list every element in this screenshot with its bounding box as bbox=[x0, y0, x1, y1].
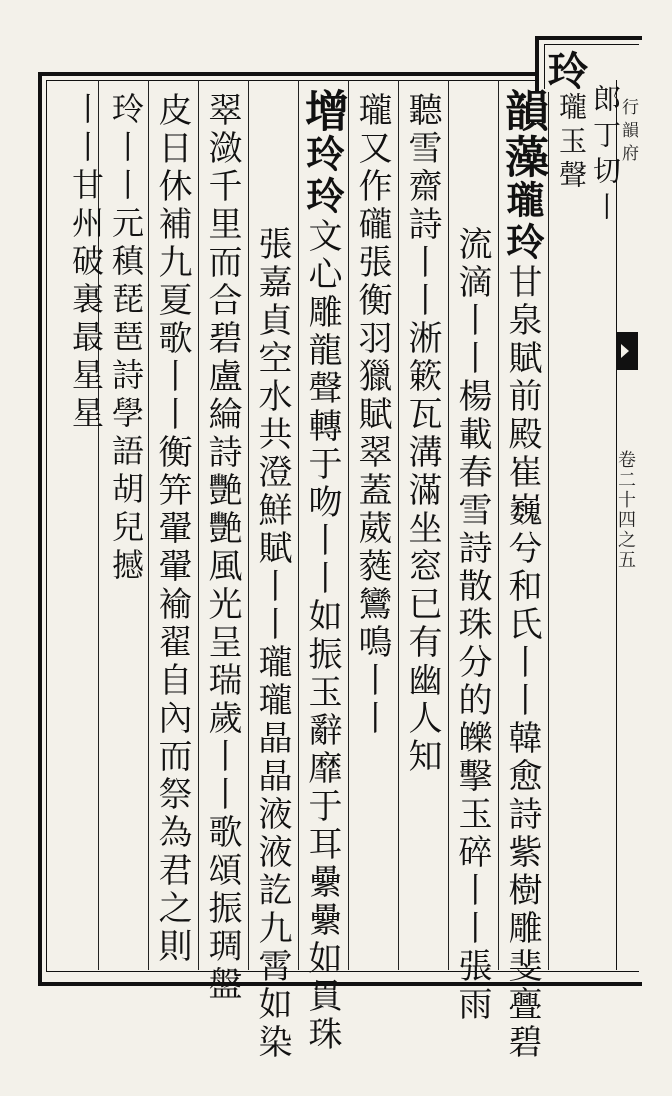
text-column-5 bbox=[297, 88, 348, 1054]
entry-text: 甘泉賦前殿崔巍兮和氏丨丨韓愈詩紫樹雕斐亹碧 bbox=[502, 264, 542, 1062]
entry-text: 丨丨甘州破裏最星星 bbox=[67, 92, 105, 434]
entry-text: 玲丨丨元稹琵琶詩學語胡兒撼 bbox=[107, 92, 145, 586]
entry-word: 玲玲 bbox=[300, 134, 345, 218]
text-column-6 bbox=[248, 226, 296, 1096]
text-column-1 bbox=[497, 88, 548, 1062]
entry-text: 流滴丨丨楊載春雪詩散珠分的皪擊玉碎丨丨張雨 bbox=[452, 226, 492, 1024]
text-column-8 bbox=[148, 92, 196, 966]
entry-word: 瓏玲 bbox=[500, 180, 545, 264]
section-marker: 韻藻 bbox=[497, 88, 548, 180]
text-column-4 bbox=[348, 92, 396, 962]
entry-text: 皮日休補九夏歌丨丨衡笄翬翬褕翟自內而祭為君之則 bbox=[152, 92, 192, 966]
entry-text: 文心雕龍聲轉于吻丨丨如振玉辭靡于耳纍纍如貫珠 bbox=[302, 218, 342, 1054]
fish-tail-mark-icon bbox=[617, 332, 638, 370]
text-column-7 bbox=[198, 92, 246, 1004]
text-column-10 bbox=[62, 92, 110, 962]
text-column-3 bbox=[398, 92, 446, 962]
margin-title: 行韻府 bbox=[618, 98, 638, 167]
entry-text: 瓏又作礲張衡羽獵賦翠蓋葳蕤鸞鳴丨丨 bbox=[352, 92, 392, 738]
head-word: 玲 bbox=[548, 48, 588, 95]
pronunciation: 郎丁切丨 bbox=[589, 84, 622, 228]
volume-label: 卷二十四之五 bbox=[615, 450, 636, 570]
entry-text: 聽雪齋詩丨丨淅簌瓦溝滿坐窓已有幽人知 bbox=[402, 92, 442, 776]
text-column-2 bbox=[448, 226, 496, 1096]
section-marker: 增 bbox=[297, 88, 348, 134]
definition: 瓏玉聲 bbox=[555, 92, 588, 194]
entry-text: 翠潋千里而合碧盧綸詩艷艷風光呈瑞歲丨丨歌頌振琱盤 bbox=[202, 92, 242, 1004]
entry-text: 張嘉貞空水共澄鮮賦丨丨瓏瓏晶晶液液訖九霄如染 bbox=[252, 226, 292, 1062]
